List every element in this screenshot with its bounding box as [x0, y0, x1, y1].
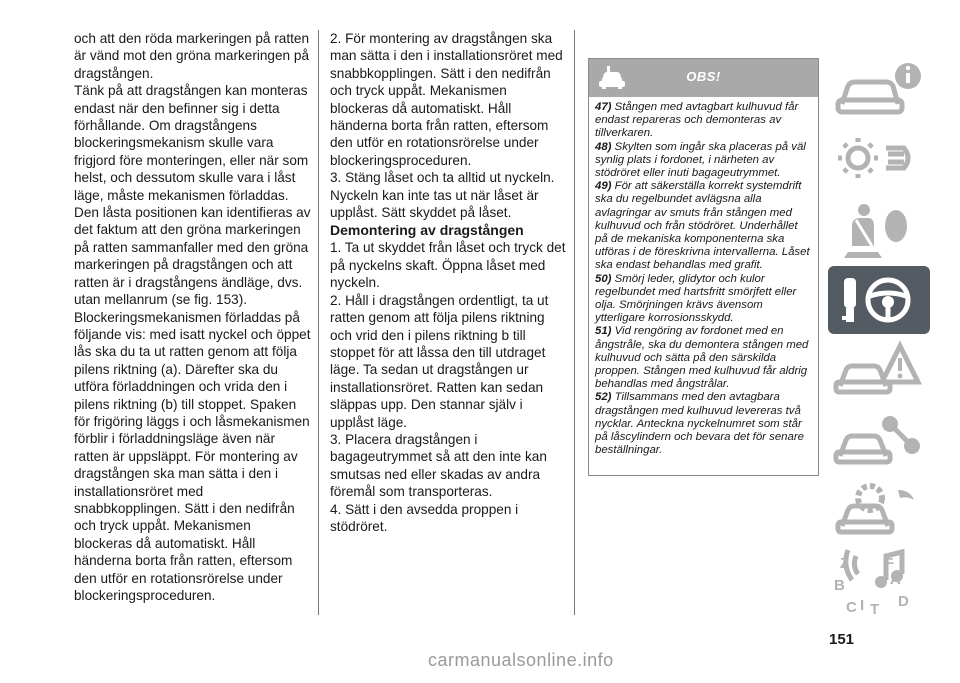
- wrench-car-icon: [828, 406, 930, 474]
- paragraph: 2. För montering av dragstången ska man sätta i den i installationsröret med snabbkopplingen. Sätt i den nedifrån och tryck uppåt. Mekanismen blockeras då automatiskt. Håll händerna borta från ratten, eftersom den utför en rotationsrörelse under blockeringsproceduren.: [330, 31, 563, 168]
- chapter-tab-car-info[interactable]: [828, 56, 930, 124]
- section-heading: Demontering av dragstången: [330, 222, 524, 239]
- chapter-tab-starting-driving[interactable]: [828, 266, 930, 334]
- note-box-title: OBS!: [686, 69, 721, 84]
- index-letter: B: [834, 577, 845, 594]
- note-text: Vid rengöring av fordonet med en ångstråle, ska du demontera stången med kulhuvud och sätta på den särskilda proppen. Stången med kulhuvud får aldrig behandlas med ångstrålar.: [595, 325, 809, 391]
- chapter-tab-safety[interactable]: [828, 196, 930, 264]
- dashboard-lights-icon: [828, 126, 930, 194]
- seatbelt-airbag-icon: [828, 196, 930, 264]
- note-number: 50): [595, 272, 612, 285]
- paragraph: Tänk på att dragstången kan monteras endast när den befinner sig i detta förhållande. Om dragstångens blockeringsmekanism skulle vara frigjord före monteringen, eller när som helst, och dessutom skulle vara i låst läge, måste mekanismen förladdas.: [74, 83, 309, 203]
- note-item: [595, 325, 812, 391]
- note-item: [595, 180, 812, 272]
- column-divider: [318, 30, 319, 615]
- note-text: Smörj leder, glidytor och kulor regelbundet med hartsfritt smörjfett eller olja. Smörjningen krävs ävensom ytterligare korrosionsskydd.: [595, 272, 797, 325]
- note-item: [595, 141, 812, 181]
- note-box-header: [589, 59, 818, 97]
- index-letter: A: [890, 571, 901, 588]
- paragraph: 3. Stäng låset och ta alltid ut nyckeln. Nyckeln kan inte tas ut när låset är upplåst. Sätt skyddet på låset.: [330, 170, 555, 221]
- column-divider: [574, 30, 575, 615]
- middle-column: [330, 30, 568, 535]
- index-letter: I: [860, 597, 865, 614]
- index-letters[interactable]: [832, 548, 922, 618]
- index-letter: T: [870, 601, 880, 618]
- watermark: carmanualsonline.info: [428, 650, 614, 670]
- paragraph: 3. Placera dragstången i bagageutrymmet så att den inte kan smutsas ned eller skadas av andra föremål som transporteras.: [330, 431, 547, 500]
- note-number: 47): [595, 101, 612, 113]
- index-letter: E: [884, 551, 895, 568]
- note-item: [595, 273, 812, 326]
- paragraph: 2. Håll i dragstången ordentligt, ta ut ratten genom att följa pilens riktning och vrid den i pilens riktning b till stoppet för att låssa den till utdraget läge. Ta sedan ut dragstången ur installationsröret. Ratten kan sedan släppas upp. Den stannar själv i upplåst läge.: [330, 292, 549, 430]
- left-column: [74, 30, 312, 604]
- note-number: 52): [595, 391, 612, 404]
- note-text: Stången med avtagbart kulhuvud får endast repareras och demonteras av tillverkaren.: [595, 101, 799, 140]
- paragraph: 1. Ta ut skyddet från låset och tryck det på nyckelns skaft. Öppna låset med nyckeln.: [330, 240, 566, 291]
- warning-triangle-icon: [828, 336, 930, 404]
- gear-car-icon: [828, 476, 930, 544]
- paragraph: och att den röda markeringen på ratten är vänd mot den gröna markeringen på dragstången.: [74, 31, 310, 81]
- key-steering-wheel-icon: [828, 266, 930, 334]
- car-info-icon: [828, 56, 930, 124]
- note-item: [595, 391, 812, 457]
- note-text: Skylten som ingår ska placeras på väl synlig plats i fordonet, i närheten av stödröret eller inuti bagageutrymmet.: [595, 140, 806, 180]
- note-number: 49): [595, 180, 612, 193]
- chapter-tab-dashboard[interactable]: [828, 126, 930, 194]
- paragraph: 4. Sätt i den avsedda proppen i stödröret.: [330, 501, 519, 534]
- index-letter: Z: [840, 555, 850, 572]
- note-box-body: [589, 97, 818, 461]
- index-letter: D: [898, 593, 909, 610]
- paragraph: Den låsta positionen kan identifieras av det faktum att den gröna markeringen på ratten sammanfaller med den gröna markeringen på dragstången och att ratten är i dragstångens ändläge, dvs. utan mellanrum (se fig. 153).: [74, 205, 311, 308]
- paragraph: Blockeringsmekanismen förladdas på följande vis: med isatt nyckel och öppet lås ska du ta ut ratten genom att följa pilens riktning (a). Därefter ska du utföra förladdningen och vrida den i pilens riktning (b) till stoppet. Spaken för frigöring läggs i och låsmekanismen förblir i förladdningsläge även när ratten är uppsläppt. För montering av dragstången ska man sätta i den i installationsröret med snabbkopplingen. Sätt i den nedifrån och tryck uppåt. Mekanismen blockeras då automatiskt. Håll händerna borta från ratten, eftersom den utför en rotationsrörelse under blockeringsproceduren.: [74, 309, 311, 603]
- page-number: 151: [829, 631, 855, 648]
- note-text: För att säkerställa korrekt systemdrift ska du regelbundet avlägsna alla avlagringar av smuts från stången med kulhuvud och från stödröret. Underhållet på de mekaniska komponenterna ska utföras i de föreskrivna intervallerna. Låset ska endast behandlas med grafit.: [595, 180, 810, 272]
- note-number: 51): [595, 325, 612, 338]
- chapter-tab-technical-data[interactable]: [828, 476, 930, 544]
- chapter-tab-emergency[interactable]: [828, 336, 930, 404]
- note-item: [595, 101, 812, 141]
- note-box: [588, 58, 819, 476]
- note-text: Tillsammans med den avtagbara dragstången med kulhuvud levereras två nycklar. Anteckna nyckelnumret som står på låscylindern och bevara det för senare beställningar.: [595, 391, 804, 457]
- note-number: 48): [595, 140, 612, 153]
- chapter-tab-maintenance[interactable]: [828, 406, 930, 474]
- index-letter: C: [846, 599, 857, 616]
